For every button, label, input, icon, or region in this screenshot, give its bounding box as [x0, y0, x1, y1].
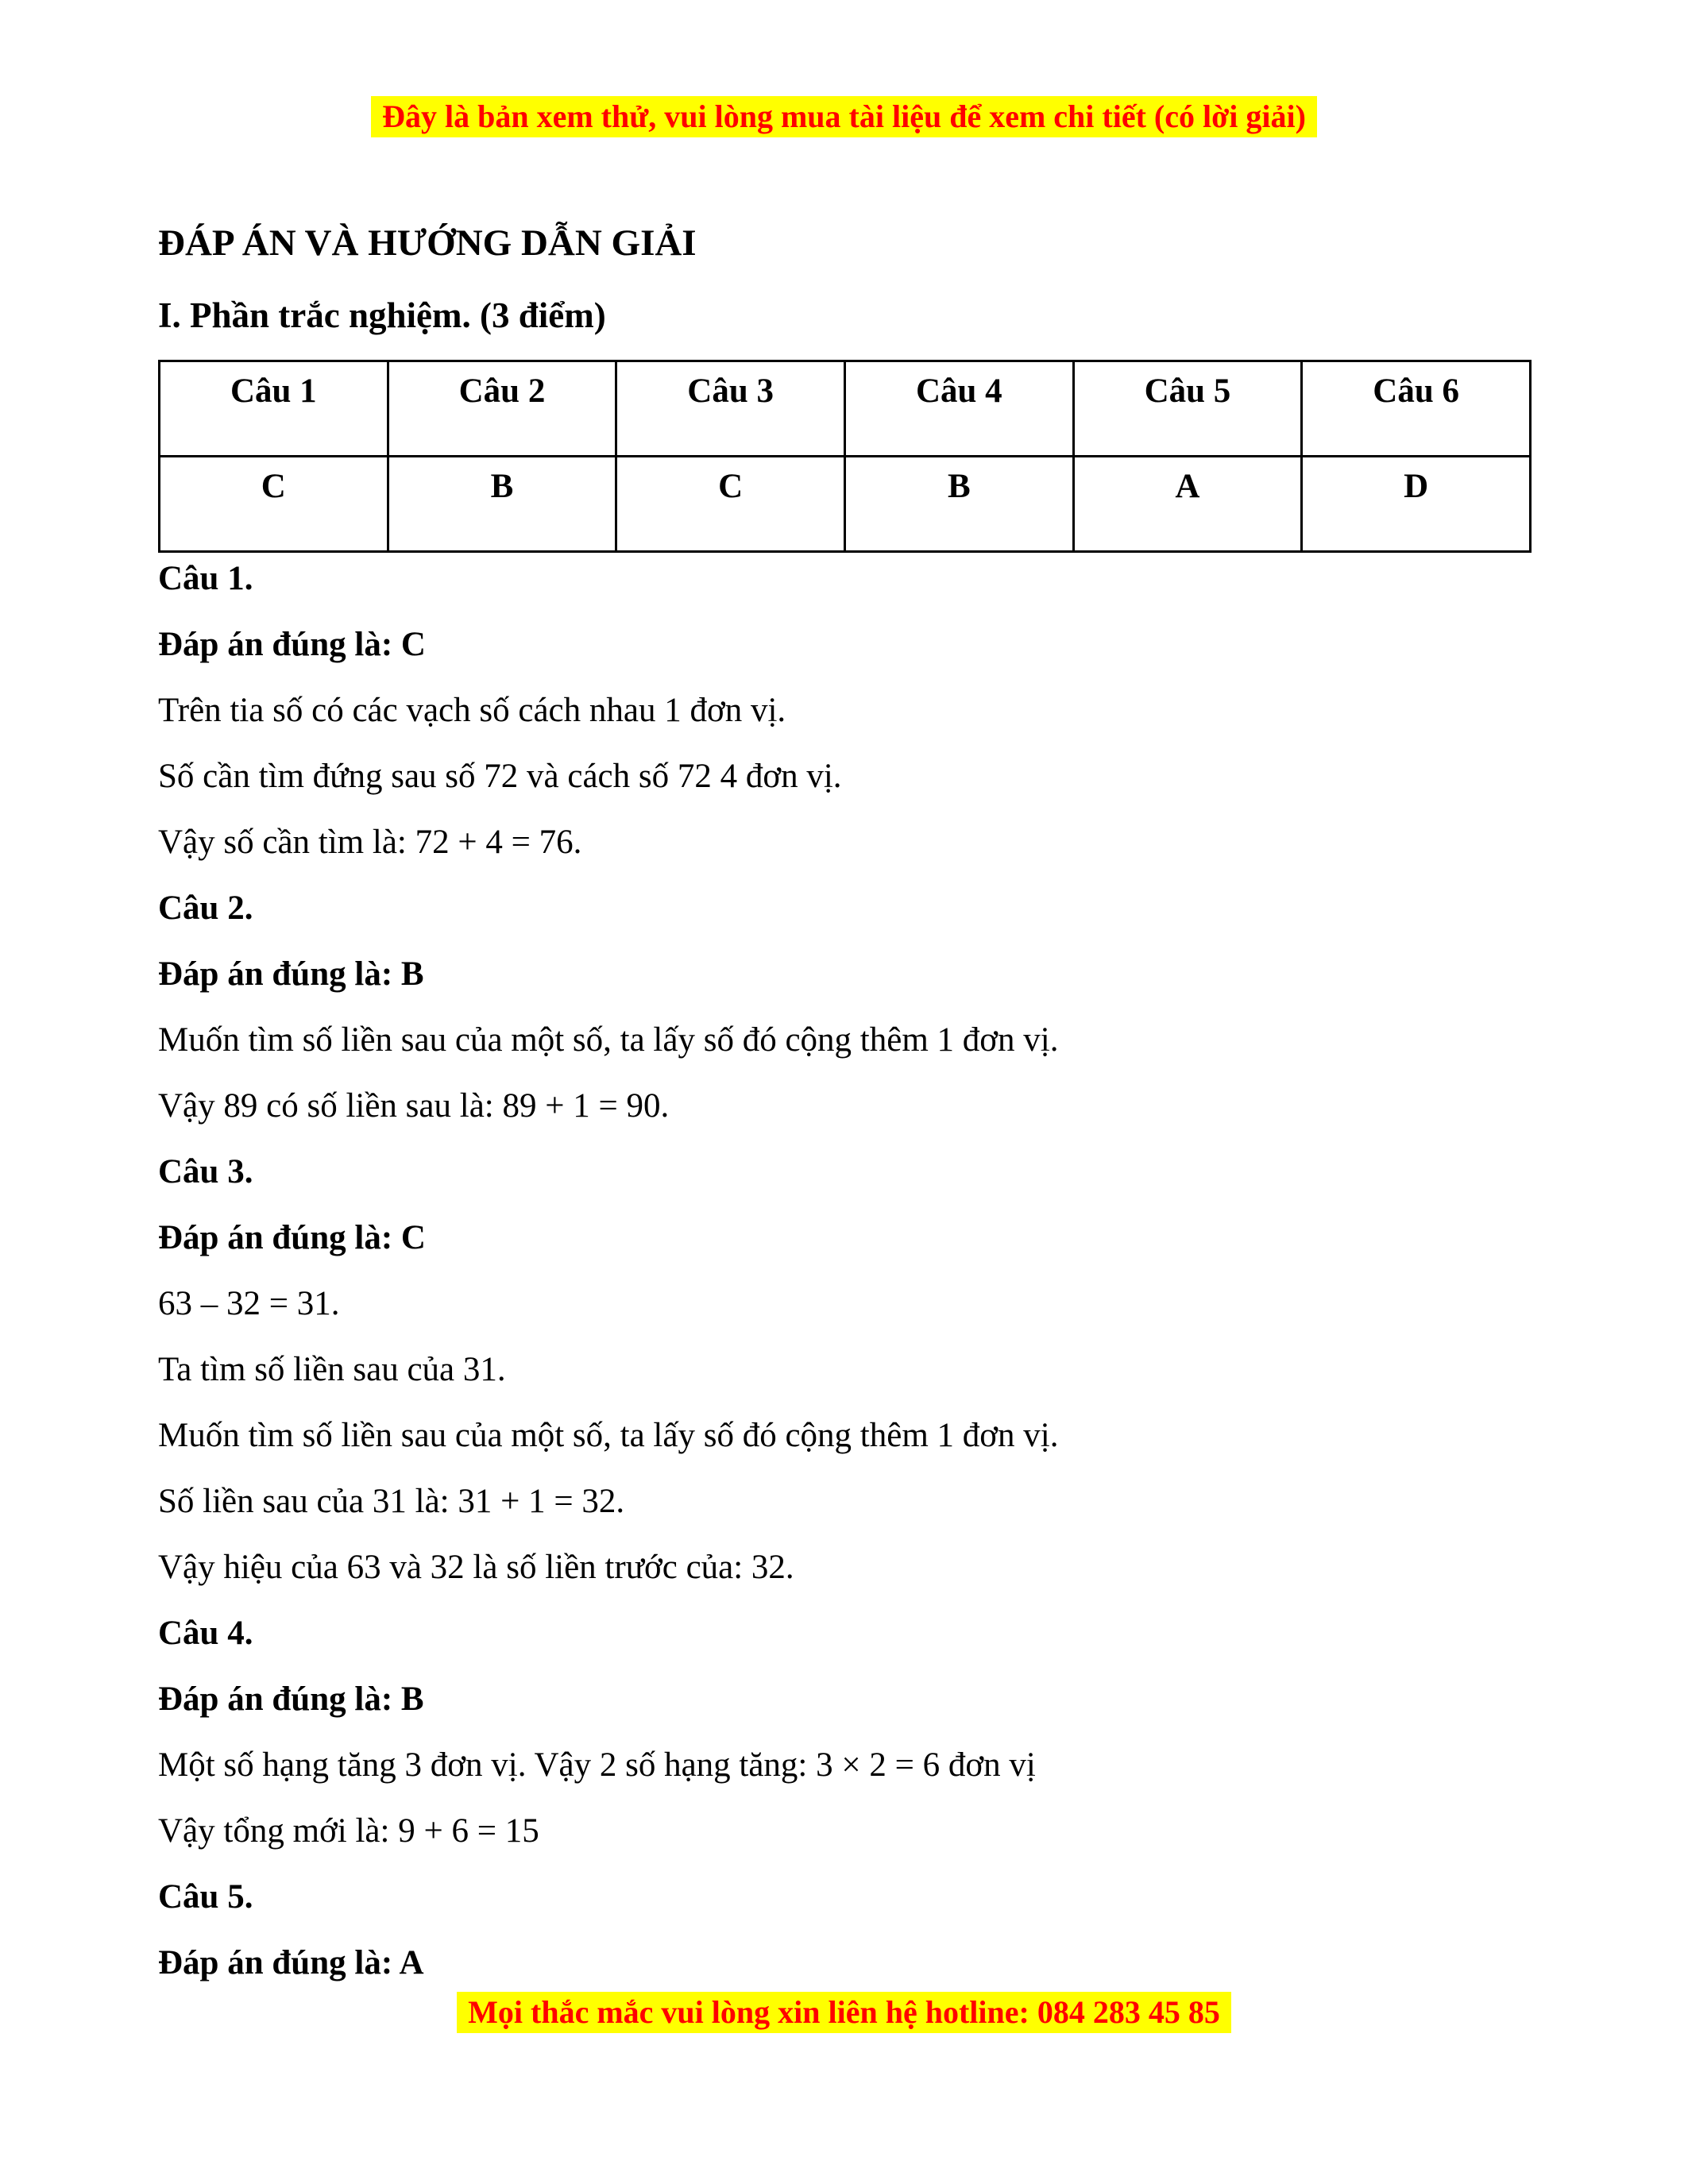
solution-step: Vậy 89 có số liền sau là: 89 + 1 = 90.	[158, 1087, 670, 1125]
solution-step: Muốn tìm số liền sau của một số, ta lấy số đó cộng thêm 1 đơn vị.	[158, 1417, 1059, 1454]
answer-table	[158, 360, 1532, 553]
answer-table-header-cell: Câu 4	[844, 361, 1073, 457]
correct-answer-label: Đáp án đúng là: C	[158, 626, 426, 663]
question-label: Câu 4.	[158, 1615, 253, 1652]
solution-step: 63 – 32 = 31.	[158, 1285, 340, 1322]
preview-banner-row	[0, 0, 1688, 137]
question-label: Câu 2.	[158, 889, 253, 927]
answer-cell: B	[844, 457, 1073, 552]
question-label: Câu 1.	[158, 560, 253, 597]
solution-step: Vậy số cần tìm là: 72 + 4 = 76.	[158, 824, 582, 861]
solution-step: Vậy tổng mới là: 9 + 6 = 15	[158, 1812, 539, 1850]
answer-table-header-row	[160, 361, 1531, 457]
correct-answer-label: Đáp án đúng là: B	[158, 955, 424, 993]
correct-answer-label: Đáp án đúng là: A	[158, 1944, 424, 1981]
answer-cell: D	[1302, 457, 1531, 552]
solution-step: Một số hạng tăng 3 đơn vị. Vậy 2 số hạng tăng: 3 × 2 = 6 đơn vị	[158, 1746, 1036, 1784]
correct-answer-label: Đáp án đúng là: B	[158, 1680, 424, 1718]
hotline-banner-row	[0, 1992, 1688, 2033]
answer-table-header-cell: Câu 3	[616, 361, 845, 457]
hotline-banner: Mọi thắc mắc vui lòng xin liên hệ hotline: 084 283 45 85	[457, 1992, 1231, 2033]
answer-cell: A	[1073, 457, 1302, 552]
solution-step: Vậy hiệu của 63 và 32 là số liền trước của: 32.	[158, 1549, 794, 1586]
section-heading: I. Phần trắc nghiệm. (3 điểm)	[158, 295, 606, 335]
solutions-section	[158, 559, 1593, 1982]
answer-table-answer-row	[160, 457, 1531, 552]
answer-table-header-cell: Câu 2	[388, 361, 616, 457]
answer-table-header-cell: Câu 6	[1302, 361, 1531, 457]
answer-cell: B	[388, 457, 616, 552]
answer-table-header-cell: Câu 5	[1073, 361, 1302, 457]
solution-step: Ta tìm số liền sau của 31.	[158, 1351, 506, 1388]
preview-banner: Đây là bản xem thử, vui lòng mua tài liệu để xem chi tiết (có lời giải)	[371, 96, 1317, 137]
solution-step: Số cần tìm đứng sau số 72 và cách số 72 4 đơn vị.	[158, 758, 842, 795]
page-title: ĐÁP ÁN VÀ HƯỚNG DẪN GIẢI	[158, 222, 697, 264]
answer-cell: C	[160, 457, 388, 552]
question-label: Câu 3.	[158, 1153, 253, 1190]
answer-table-header-cell: Câu 1	[160, 361, 388, 457]
solution-step: Số liền sau của 31 là: 31 + 1 = 32.	[158, 1483, 625, 1520]
correct-answer-label: Đáp án đúng là: C	[158, 1219, 426, 1256]
solution-step: Trên tia số có các vạch số cách nhau 1 đơn vị.	[158, 692, 786, 729]
solution-step: Muốn tìm số liền sau của một số, ta lấy số đó cộng thêm 1 đơn vị.	[158, 1021, 1059, 1059]
answer-cell: C	[616, 457, 845, 552]
question-label: Câu 5.	[158, 1878, 253, 1916]
